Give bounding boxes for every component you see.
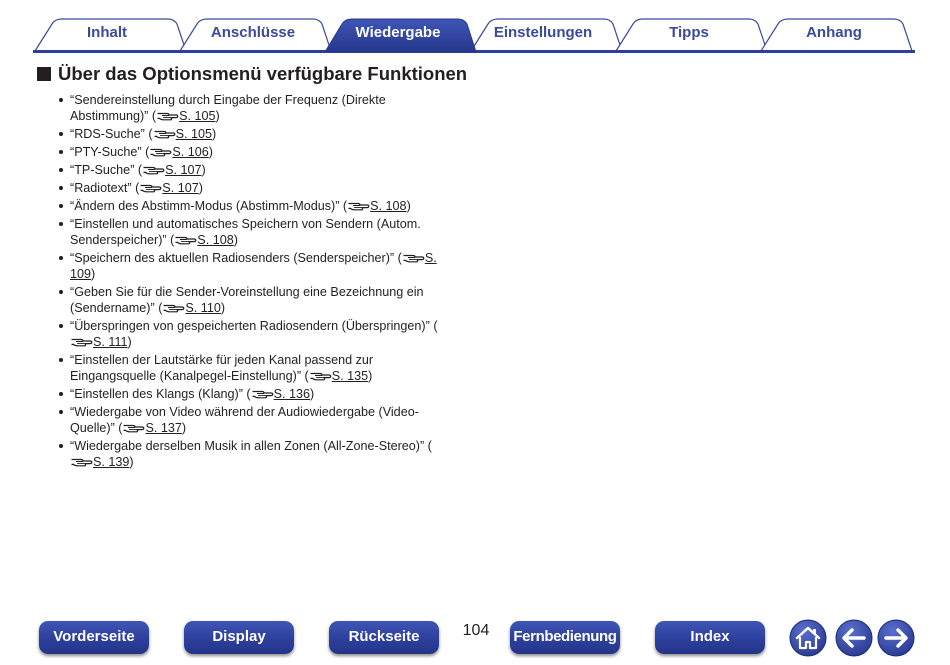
item-text: “TP-Suche” ( <box>70 163 143 177</box>
list-item <box>58 92 448 124</box>
vorderseite-button[interactable]: Vorderseite <box>39 621 149 654</box>
item-closing: ) <box>212 127 217 141</box>
item-closing: ) <box>129 455 134 469</box>
page-reference-link[interactable]: S. 135 <box>331 369 369 383</box>
function-list <box>58 92 448 472</box>
page-reference-link[interactable]: S. 106 <box>172 145 209 159</box>
page-number: 104 <box>462 622 490 639</box>
pointing-hand-icon <box>139 181 162 194</box>
item-text: “Sendereinstellung durch Eingabe der Frequenz (Direkte Abstimmung)” ( <box>70 93 386 123</box>
home-icon[interactable] <box>789 619 827 657</box>
tab-tipps[interactable]: Tipps <box>669 24 709 41</box>
list-item <box>58 284 448 316</box>
rueckseite-button[interactable]: Rückseite <box>329 621 439 654</box>
section-heading <box>37 63 467 85</box>
item-text: “Einstellen der Lautstärke für jeden Kanal passend zur Eingangsquelle (Kanalpegel-Einstellung)” ( <box>70 353 374 383</box>
fernbedienung-button[interactable]: Fernbedienung <box>510 621 620 654</box>
page-reference-link[interactable]: S. 107 <box>162 181 199 195</box>
page-reference-link[interactable]: S. 139 <box>93 455 130 469</box>
arrow-left-icon[interactable] <box>835 619 873 657</box>
tab-einstellungen[interactable]: Einstellungen <box>493 24 593 41</box>
list-item <box>58 352 448 384</box>
pointing-hand-icon <box>347 199 370 212</box>
tab-anhang[interactable]: Anhang <box>806 24 862 41</box>
page-reference-link[interactable]: S. 108 <box>197 233 234 247</box>
tab-anschluesse[interactable]: Anschlüsse <box>210 24 296 41</box>
page-reference-link[interactable]: S. 108 <box>370 199 407 213</box>
item-text: “Wiedergabe derselben Musik in allen Zonen (All-Zone-Stereo)” ( <box>70 439 432 453</box>
pointing-hand-icon <box>70 335 93 348</box>
item-closing: ) <box>181 421 187 435</box>
pointing-hand-icon <box>162 301 185 314</box>
section-title: Über das Optionsmenü verfügbare Funktionen <box>58 63 468 84</box>
list-item <box>58 404 448 436</box>
item-closing: ) <box>201 163 206 177</box>
list-item <box>58 318 448 350</box>
list-item <box>58 180 448 196</box>
item-text: “PTY-Suche” ( <box>70 145 150 159</box>
item-closing: ) <box>208 145 213 159</box>
pointing-hand-icon <box>251 387 274 400</box>
pointing-hand-icon <box>122 421 145 434</box>
list-item <box>58 144 448 160</box>
pointing-hand-icon <box>70 455 93 468</box>
square-bullet-icon <box>37 67 51 81</box>
page-reference-link[interactable]: S. 109 <box>70 251 437 281</box>
page-reference-link[interactable]: S. 137 <box>145 421 182 435</box>
item-text: “Ändern des Abstimm-Modus (Abstimm-Modus)” ( <box>70 199 348 213</box>
index-button[interactable]: Index <box>655 621 765 654</box>
item-text: “Speichern des aktuellen Radiosenders (Senderspeicher)” ( <box>70 251 402 265</box>
list-item <box>58 126 448 142</box>
list-item <box>58 386 448 402</box>
display-button[interactable]: Display <box>184 621 294 654</box>
item-text: “Überspringen von gespeicherten Radiosendern (Überspringen)” ( <box>70 319 438 333</box>
item-text: “Radiotext” ( <box>70 181 140 195</box>
arrow-right-icon[interactable] <box>877 619 915 657</box>
item-text: “Wiedergabe von Video während der Audiowiedergabe (Video-Quelle)” ( <box>70 405 419 435</box>
page-reference-link[interactable]: S. 136 <box>273 387 311 401</box>
pointing-hand-icon <box>153 127 176 140</box>
pointing-hand-icon <box>142 163 165 176</box>
list-item <box>58 250 448 282</box>
item-closing: ) <box>233 233 238 247</box>
item-closing: ) <box>215 109 220 123</box>
item-closing: ) <box>198 181 203 195</box>
page-reference-link[interactable]: S. 105 <box>175 127 212 141</box>
item-text: “RDS-Suche” ( <box>70 127 153 141</box>
tab-wiedergabe[interactable]: Wiedergabe <box>355 24 441 41</box>
tab-bar <box>0 0 950 56</box>
page-reference-link[interactable]: S. 111 <box>93 335 128 349</box>
item-text: “Einstellen des Klangs (Klang)” ( <box>70 387 251 401</box>
item-closing: ) <box>220 301 226 315</box>
list-item <box>58 216 448 248</box>
pointing-hand-icon <box>402 251 425 264</box>
list-item <box>58 162 448 178</box>
pointing-hand-icon <box>149 145 172 158</box>
page-reference-link[interactable]: S. 105 <box>179 109 216 123</box>
item-closing: ) <box>127 335 132 349</box>
page-reference-link[interactable]: S. 110 <box>185 301 221 315</box>
item-closing: ) <box>310 387 315 401</box>
pointing-hand-icon <box>174 233 197 246</box>
tab-inhalt[interactable]: Inhalt <box>87 24 127 41</box>
page-reference-link[interactable]: S. 107 <box>165 163 202 177</box>
item-closing: ) <box>406 199 411 213</box>
pointing-hand-icon <box>156 109 179 122</box>
list-item <box>58 198 448 214</box>
item-closing: ) <box>368 369 373 383</box>
pointing-hand-icon <box>309 369 332 382</box>
item-closing: ) <box>91 267 96 281</box>
item-text: “Einstellen und automatisches Speichern von Sendern (Autom. Senderspeicher)” ( <box>70 217 421 247</box>
item-text: “Geben Sie für die Sender-Voreinstellung eine Bezeichnung ein (Sendername)” ( <box>70 285 424 315</box>
list-item <box>58 438 448 470</box>
